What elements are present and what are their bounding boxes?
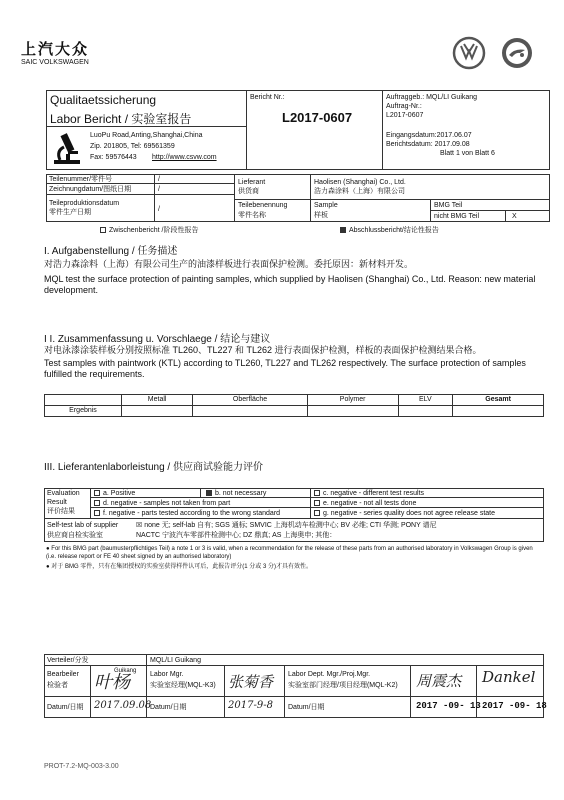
evaluation-label-cn: 评价结果	[47, 508, 75, 515]
section2-text-en: Test samples with paintwork (KTL) according to TL260, TL227 and TL262 respectively. The surface protection of samples fulfilled the requirements.	[44, 358, 526, 379]
result-label: Result	[47, 499, 67, 506]
supplier-label-cn: 供货商	[238, 188, 259, 195]
date-label-1: Datum/日期	[47, 704, 84, 711]
divider	[46, 194, 234, 195]
bmg-note-cn-text: 对于 BMG 零件，只有在集团授权的实验室获得样件认可后，此报告评分(1 分或 3 分)才具有效性。	[51, 564, 312, 570]
bmg-note-cn: ● 对于 BMG 零件，只有在集团授权的实验室获得样件认可后，此报告评分(1 分或 3 分)才具有效性。	[46, 564, 312, 570]
non-bmg-part-label: nicht BMG Teil	[434, 213, 479, 220]
option-g[interactable]	[314, 509, 495, 518]
section2-title: I I. Zusammenfassung u. Vorschlaege / 结论与建议	[44, 334, 271, 345]
date-value-1: 2017.09.08	[94, 700, 152, 711]
lab-address: LuoPu Road,Anting,Shanghai,China	[90, 132, 203, 139]
part-name-value-cn: 样板	[314, 212, 328, 219]
selftest-labs-line1	[136, 521, 437, 530]
title-quality: Qualitaetssicherung	[50, 93, 157, 107]
brand-name-en: SAIC VOLKSWAGEN	[21, 59, 89, 66]
option-f[interactable]	[94, 509, 280, 518]
drawing-date-label: Zeichnungdatum/图纸日期	[49, 186, 132, 193]
inspector-print-name: Guikang	[114, 668, 137, 674]
divider	[246, 90, 247, 170]
option-f-checkbox[interactable]	[94, 510, 100, 516]
order-number: L2017-0607	[386, 112, 424, 119]
option-b[interactable]	[206, 489, 266, 498]
final-report-label: Abschlussbericht/结论性报告	[349, 227, 439, 234]
divider	[310, 488, 311, 518]
cell-gesamt	[453, 406, 544, 417]
col-polymer: Polymer	[307, 395, 398, 406]
distribution-label: Verteiler/分发	[47, 657, 89, 664]
part-name-label-cn: 零件名称	[238, 212, 266, 219]
option-d-checkbox[interactable]	[94, 500, 100, 506]
date-label-2: Datum/日期	[150, 704, 187, 711]
lab-manager-label: Labor Mgr.	[150, 671, 184, 678]
col-gesamt: Gesamt	[453, 395, 544, 406]
results-table	[44, 394, 544, 417]
col-oberflaeche: Oberfläche	[193, 395, 307, 406]
divider	[310, 174, 311, 222]
results-corner	[45, 395, 122, 406]
divider	[505, 210, 506, 222]
option-e-checkbox[interactable]	[314, 500, 320, 506]
brand-block	[21, 38, 89, 66]
date-label-3: Datum/日期	[288, 704, 325, 711]
sheet-count: Blatt 1 von Blatt 6	[440, 150, 495, 157]
interim-checkbox[interactable]	[100, 227, 106, 233]
microscope-icon	[52, 131, 82, 165]
supplier-name-cn: 浩力森涂料（上海）有限公司	[314, 188, 405, 195]
footer-form-code: PROT-7.2-MQ-003-3.00	[44, 763, 119, 770]
date-stamp-3: 2017 -09- 13	[416, 701, 481, 711]
bmg-part-label: BMG Teil	[434, 202, 463, 209]
divider	[284, 665, 285, 718]
section3-title: III. Lieferantenlaborleistung / 供应商试验能力评价	[44, 462, 263, 473]
col-elv: ELV	[398, 395, 453, 406]
option-f-label: f. negative - parts tested according to the wrong standard	[103, 510, 281, 517]
divider	[154, 174, 155, 222]
lab-zip-tel: Zip. 201805, Tel: 69561359	[90, 143, 175, 150]
part-name-value: Sample	[314, 202, 338, 209]
section1-text-cn: 对浩力森涂料（上海）有限公司生产的油漆样板进行表面保护检测。委托原因：新材料开发。	[44, 259, 414, 269]
part-number-label: Teilenummer/零件号	[49, 176, 113, 183]
section1-title: I. Aufgabenstellung / 任务描述	[44, 246, 178, 257]
supplier-label: Lieferant	[238, 179, 266, 186]
option-e-label: e. negative - not all tests done	[323, 500, 417, 507]
inspector-signature: 叶杨	[94, 672, 130, 693]
date-value-2: 2017-9-8	[228, 700, 273, 711]
dept-manager-signature: 周震杰	[416, 672, 462, 690]
skoda-logo-icon	[500, 36, 534, 70]
date-stamp-4: 2017 -09- 18	[482, 701, 547, 711]
section2-text-cn: 对电泳漆涂装样板分别按照标准 TL260、TL227 和 TL262 进行表面保护检测，样板的表面保护检测结果合格。	[44, 345, 482, 355]
lab-fax: Fax: 59576443	[90, 154, 137, 161]
brand-name-cn: 上汽大众	[21, 41, 90, 58]
option-e[interactable]	[314, 499, 416, 508]
divider	[234, 199, 550, 200]
non-bmg-mark: X	[512, 213, 517, 220]
selftest-label: Self-test lab of supplier	[47, 522, 119, 529]
final-report-option[interactable]	[340, 226, 439, 235]
divider	[234, 174, 235, 222]
report-number-label: Bericht Nr.:	[250, 94, 285, 101]
divider	[410, 665, 411, 718]
received-date: Eingangsdatum:2017.06.07	[386, 132, 472, 139]
distribution-value: MQL/LI Guikang	[150, 657, 201, 664]
evaluation-label: Evaluation	[47, 490, 80, 497]
production-date-label-cn: 零件生产日期	[49, 209, 91, 216]
production-date-label: Teileproduktionsdatum	[49, 200, 120, 207]
option-c[interactable]	[314, 489, 424, 498]
option-g-label: g. negative - series quality does not agree release state	[323, 510, 495, 517]
volkswagen-logo-icon	[452, 36, 486, 70]
divider	[430, 210, 550, 211]
section1-text-en: MQL test the surface protection of painting samples, which supplied by Haolisen (Shanghai) Co., Ltd. Reason: new material development.	[44, 274, 536, 295]
divider	[90, 488, 91, 518]
inspector-label: Bearbeiler	[47, 671, 79, 678]
report-number: L2017-0607	[282, 110, 353, 125]
option-g-checkbox[interactable]	[314, 510, 320, 516]
selftest-options-2: NACTC 宁波汽车零部件检测中心; DZ 鼎真; AS 上海奥申; 其他：	[136, 532, 337, 539]
row-ergebnis: Ergebnis	[45, 406, 122, 417]
project-manager-signature: Dankel	[482, 668, 536, 686]
part-number-value: /	[158, 176, 160, 183]
selftest-labs-line2	[136, 531, 336, 540]
website-link[interactable]: http://www.csvw.com	[152, 154, 217, 161]
option-d-label: d. negative - samples not taken from part	[103, 500, 231, 507]
selftest-options-1: none 无; self-lab 自有; SGS 通标; SMVIC 上海机动车检测中心; BV 必维; CTI 华测; PONY 谱尼	[144, 522, 437, 529]
report-date: Berichtsdatum: 2017.09.08	[386, 141, 470, 148]
option-b-checkbox[interactable]	[206, 490, 212, 496]
option-c-checkbox[interactable]	[314, 490, 320, 496]
option-c-label: c. negative - different test results	[323, 490, 425, 497]
supplier-name-en: Haolisen (Shanghai) Co., Ltd.	[314, 179, 406, 186]
divider	[44, 665, 544, 666]
divider	[224, 665, 225, 718]
lab-manager-signature: 张菊香	[228, 673, 274, 691]
drawing-date-value: /	[158, 186, 160, 193]
none-checkbox[interactable]: ☒	[136, 522, 143, 529]
divider	[200, 488, 201, 497]
inspector-label-cn: 检验者	[47, 682, 68, 689]
cell-polymer	[307, 406, 398, 417]
divider	[90, 665, 91, 718]
client-field: Auftraggeb.: MQL/LI Guikang	[386, 94, 478, 101]
option-a[interactable]	[94, 489, 135, 498]
selftest-label-cn: 供应商自检实验室	[47, 532, 103, 539]
order-number-label: Auftrag-Nr.:	[386, 103, 422, 110]
divider	[44, 518, 544, 519]
option-d[interactable]	[94, 499, 230, 508]
divider	[382, 90, 383, 170]
interim-report-label: Zwischenbericht /阶段性报告	[109, 227, 199, 234]
dept-manager-label: Labor Dept. Mgr./Proj.Mgr.	[288, 671, 371, 678]
interim-report-option[interactable]	[100, 226, 198, 235]
bmg-note-en-text: For this BMG part (baumusterpflichtiges Teil) a note 1 or 3 is valid, when a recommendation for the release of these parts from an authorised laboratory in Volkswagen Group is given (i.e. release report or FE 40 sheet signed by an authorised laboratory)	[46, 546, 533, 560]
final-checkbox[interactable]	[340, 227, 346, 233]
title-labor-report: Labor Bericht / 实验室报告	[50, 112, 192, 126]
option-a-checkbox[interactable]	[94, 490, 100, 496]
cell-oberflaeche	[193, 406, 307, 417]
lab-manager-label-cn: 实验室经理(MQL-K3)	[150, 682, 216, 689]
option-b-label: b. not necessary	[215, 490, 267, 497]
divider	[44, 696, 544, 697]
production-date-value: /	[158, 206, 160, 213]
cell-elv	[398, 406, 453, 417]
col-metall: Metall	[122, 395, 193, 406]
part-name-label: Teilebenennung	[238, 202, 288, 209]
bmg-note-en: ● For this BMG part (baumusterpflichtiges Teil) a note 1 or 3 is valid, when a recommendation for the release of these parts from an authorised laboratory in Volkswagen Group is given (i.e. release report or FE 40 sheet signed by an authorised laboratory)	[46, 546, 533, 560]
cell-metall	[122, 406, 193, 417]
dept-manager-label-cn: 实验室部门经理/项目经理(MQL-K2)	[288, 682, 398, 689]
option-a-label: a. Positive	[103, 490, 136, 497]
